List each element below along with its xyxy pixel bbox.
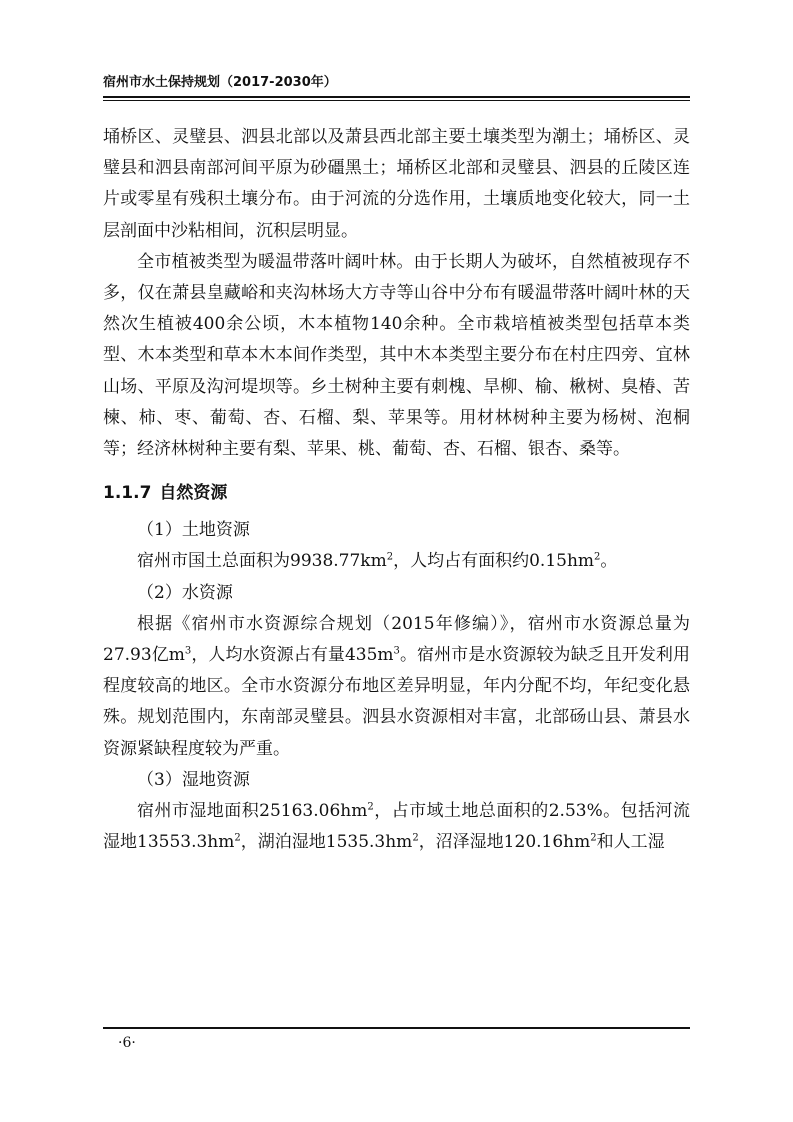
paragraph-soil: 埇桥区、灵璧县、泗县北部以及萧县西北部主要土壤类型为潮土；埇桥区、灵璧县和泗县南部河间平原为砂礓黑土；埇桥区北部和灵璧县、泗县的丘陵区连片或零星有残积土壤分布。由于河流的分选作用，土壤质地变化较大，同一土层剖面中沙粘相间，沉积层明显。: [103, 127, 690, 241]
header-rule-thin: [103, 100, 690, 101]
water-text-a: 根据《宿州市水资源综合规划（2015年修编）》，宿州市水资源总量为27.93亿m: [103, 613, 690, 666]
wetland-text-b: ，占市域土地总面积的2.53%。包括河流湿地13553.3hm: [103, 801, 690, 853]
water-sup-a: 3: [184, 645, 192, 657]
paragraph-wetland: [103, 796, 690, 858]
water-text-b: ，人均水资源占有量435m: [191, 645, 394, 666]
page-body: [103, 122, 690, 858]
section-number: 1.1.7: [103, 483, 152, 504]
subheading-wetland: （3）湿地资源: [137, 769, 250, 790]
paragraph-vegetation: 全市植被类型为暖温带落叶阔叶林。由于长期人为破坏，自然植被现存不多，仅在萧县皇藏峪和夹沟林场大方寺等山谷中分布有暖温带落叶阔叶林的天然次生植被400余公顷，木本植物140余种。全市栽培植被类型包括草本类型、木本类型和草本木本间作类型，其中木本类型主要分布在村庄四旁、宜林山场、平原及沟河堤坝等。乡土树种主要有刺槐、旱柳、榆、楸树、臭椿、苦楝、柿、枣、葡萄、杏、石榴、梨、苹果等。用材林树种主要为杨树、泡桐等；经济林树种主要有梨、苹果、桃、葡萄、杏、石榴、银杏、桑等。: [103, 251, 690, 460]
land-sup-a: 2: [386, 551, 394, 563]
subheading-water: （2）水资源: [137, 582, 233, 603]
section-title: 自然资源: [159, 483, 228, 504]
wetland-sup-a: 2: [367, 801, 374, 813]
wetland-sup-d: 2: [590, 832, 597, 844]
footer-rule: [103, 1027, 690, 1029]
wetland-sup-c: 2: [412, 832, 419, 844]
water-sup-b: 3: [393, 645, 400, 657]
water-text-c: 。宿州市是水资源较为缺乏且开发利用程度较高的地区。全市水资源分布地区差异明显，年内分配不均，年纪变化悬殊。规划范围内，东南部灵璧县。泗县水资源相对丰富，北部砀山县、萧县水资源紧缺程度较为严重。: [103, 645, 690, 759]
subheading-land: （1）土地资源: [137, 520, 250, 541]
page-number: ·6·: [118, 1035, 136, 1051]
wetland-sup-b: 2: [234, 832, 241, 844]
land-sup-b: 2: [594, 551, 601, 563]
wetland-text-a: 宿州市湿地面积25163.06hm: [137, 801, 368, 822]
land-text-c: 。: [600, 551, 618, 572]
paragraph-land: [103, 546, 690, 577]
paragraph-water: [103, 609, 690, 765]
land-text-a: 宿州市国土总面积为9938.77km: [137, 551, 387, 572]
land-text-b: ，人均占有面积约0.15hm: [393, 551, 595, 572]
header-rule: [103, 96, 690, 98]
section-heading: [103, 475, 690, 511]
wetland-text-c: ，湖泊湿地1535.3hm: [240, 832, 413, 853]
wetland-text-d: ，沼泽湿地120.16hm: [418, 832, 591, 853]
wetland-text-e: 和人工湿: [596, 832, 665, 853]
running-header: 宿州市水土保持规划（2017-2030年）: [103, 75, 337, 90]
